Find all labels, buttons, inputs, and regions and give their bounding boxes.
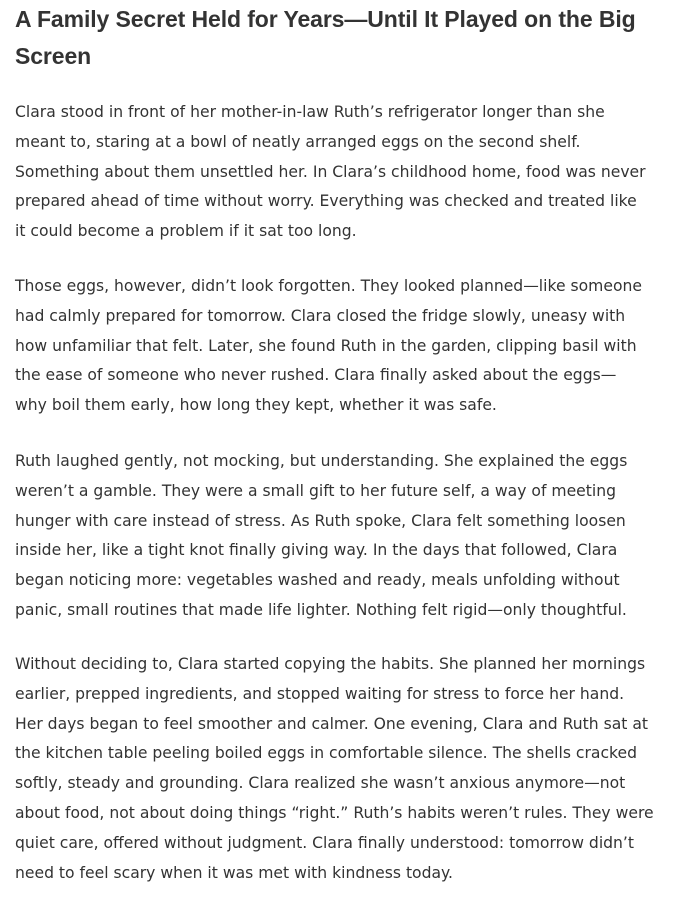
article-title-line: A Family Secret Held for Years—Until It Played on the Big: [15, 6, 636, 32]
paragraph-line: Something about them unsettled her. In Clara’s childhood home, food was never: [15, 162, 646, 181]
paragraph-line: why boil them early, how long they kept, whether it was safe.: [15, 396, 497, 415]
paragraph-line: the ease of someone who never rushed. Clara finally asked about the eggs—: [15, 366, 617, 385]
paragraph-line: panic, small routines that made life lighter. Nothing felt rigid—only thoughtful.: [15, 600, 627, 619]
paragraph-line: prepared ahead of time without worry. Everything was checked and treated like: [15, 192, 637, 211]
article-title-line: Screen: [15, 43, 92, 69]
paragraph-line: need to feel scary when it was met with kindness today.: [15, 863, 454, 882]
paragraph-line: began noticing more: vegetables washed and ready, meals unfolding without: [15, 571, 620, 590]
article-title: [15, 0, 685, 75]
paragraph-2: [15, 272, 642, 421]
paragraph-line: hunger with care instead of stress. As Ruth spoke, Clara felt something loosen: [15, 511, 626, 530]
paragraph-line: inside her, like a tight knot finally giving way. In the days that followed, Clara: [15, 541, 618, 560]
paragraph-3: [15, 447, 627, 626]
paragraph-line: quiet care, offered without judgment. Clara finally understood: tomorrow didn’t: [15, 833, 634, 852]
paragraph-line: Ruth laughed gently, not mocking, but understanding. She explained the eggs: [15, 452, 628, 470]
article: [15, 0, 685, 882]
paragraph-line: Her days began to feel smoother and calmer. One evening, Clara and Ruth sat at: [15, 714, 649, 733]
paragraph-line: Without deciding to, Clara started copying the habits. She planned her mornings: [15, 655, 646, 673]
paragraph-line: weren’t a gamble. They were a small gift to her future self, a way of meeting: [15, 481, 616, 500]
paragraph-line: earlier, prepped ingredients, and stopped waiting for stress to force her hand.: [15, 684, 625, 703]
paragraph-line: how unfamiliar that felt. Later, she found Ruth in the garden, clipping basil with: [15, 336, 637, 355]
paragraph-line: softly, steady and grounding. Clara realized she wasn’t anxious anymore—not: [15, 774, 626, 793]
paragraph-line: had calmly prepared for tomorrow. Clara closed the fridge slowly, uneasy with: [15, 306, 626, 325]
paragraph-line: it could become a problem if it sat too long.: [15, 222, 357, 241]
paragraph-4: [15, 650, 654, 888]
paragraph-line: Those eggs, however, didn’t look forgotten. They looked planned—like someone: [15, 277, 642, 295]
paragraph-line: Clara stood in front of her mother-in-law Ruth’s refrigerator longer than she: [15, 103, 605, 121]
paragraph-line: about food, not about doing things “right.” Ruth’s habits weren’t rules. They were: [15, 803, 654, 822]
paragraph-1: [15, 98, 646, 247]
paragraph-line: the kitchen table peeling boiled eggs in comfortable silence. The shells cracked: [15, 744, 637, 763]
paragraph-line: meant to, staring at a bowl of neatly arranged eggs on the second shelf.: [15, 132, 581, 151]
